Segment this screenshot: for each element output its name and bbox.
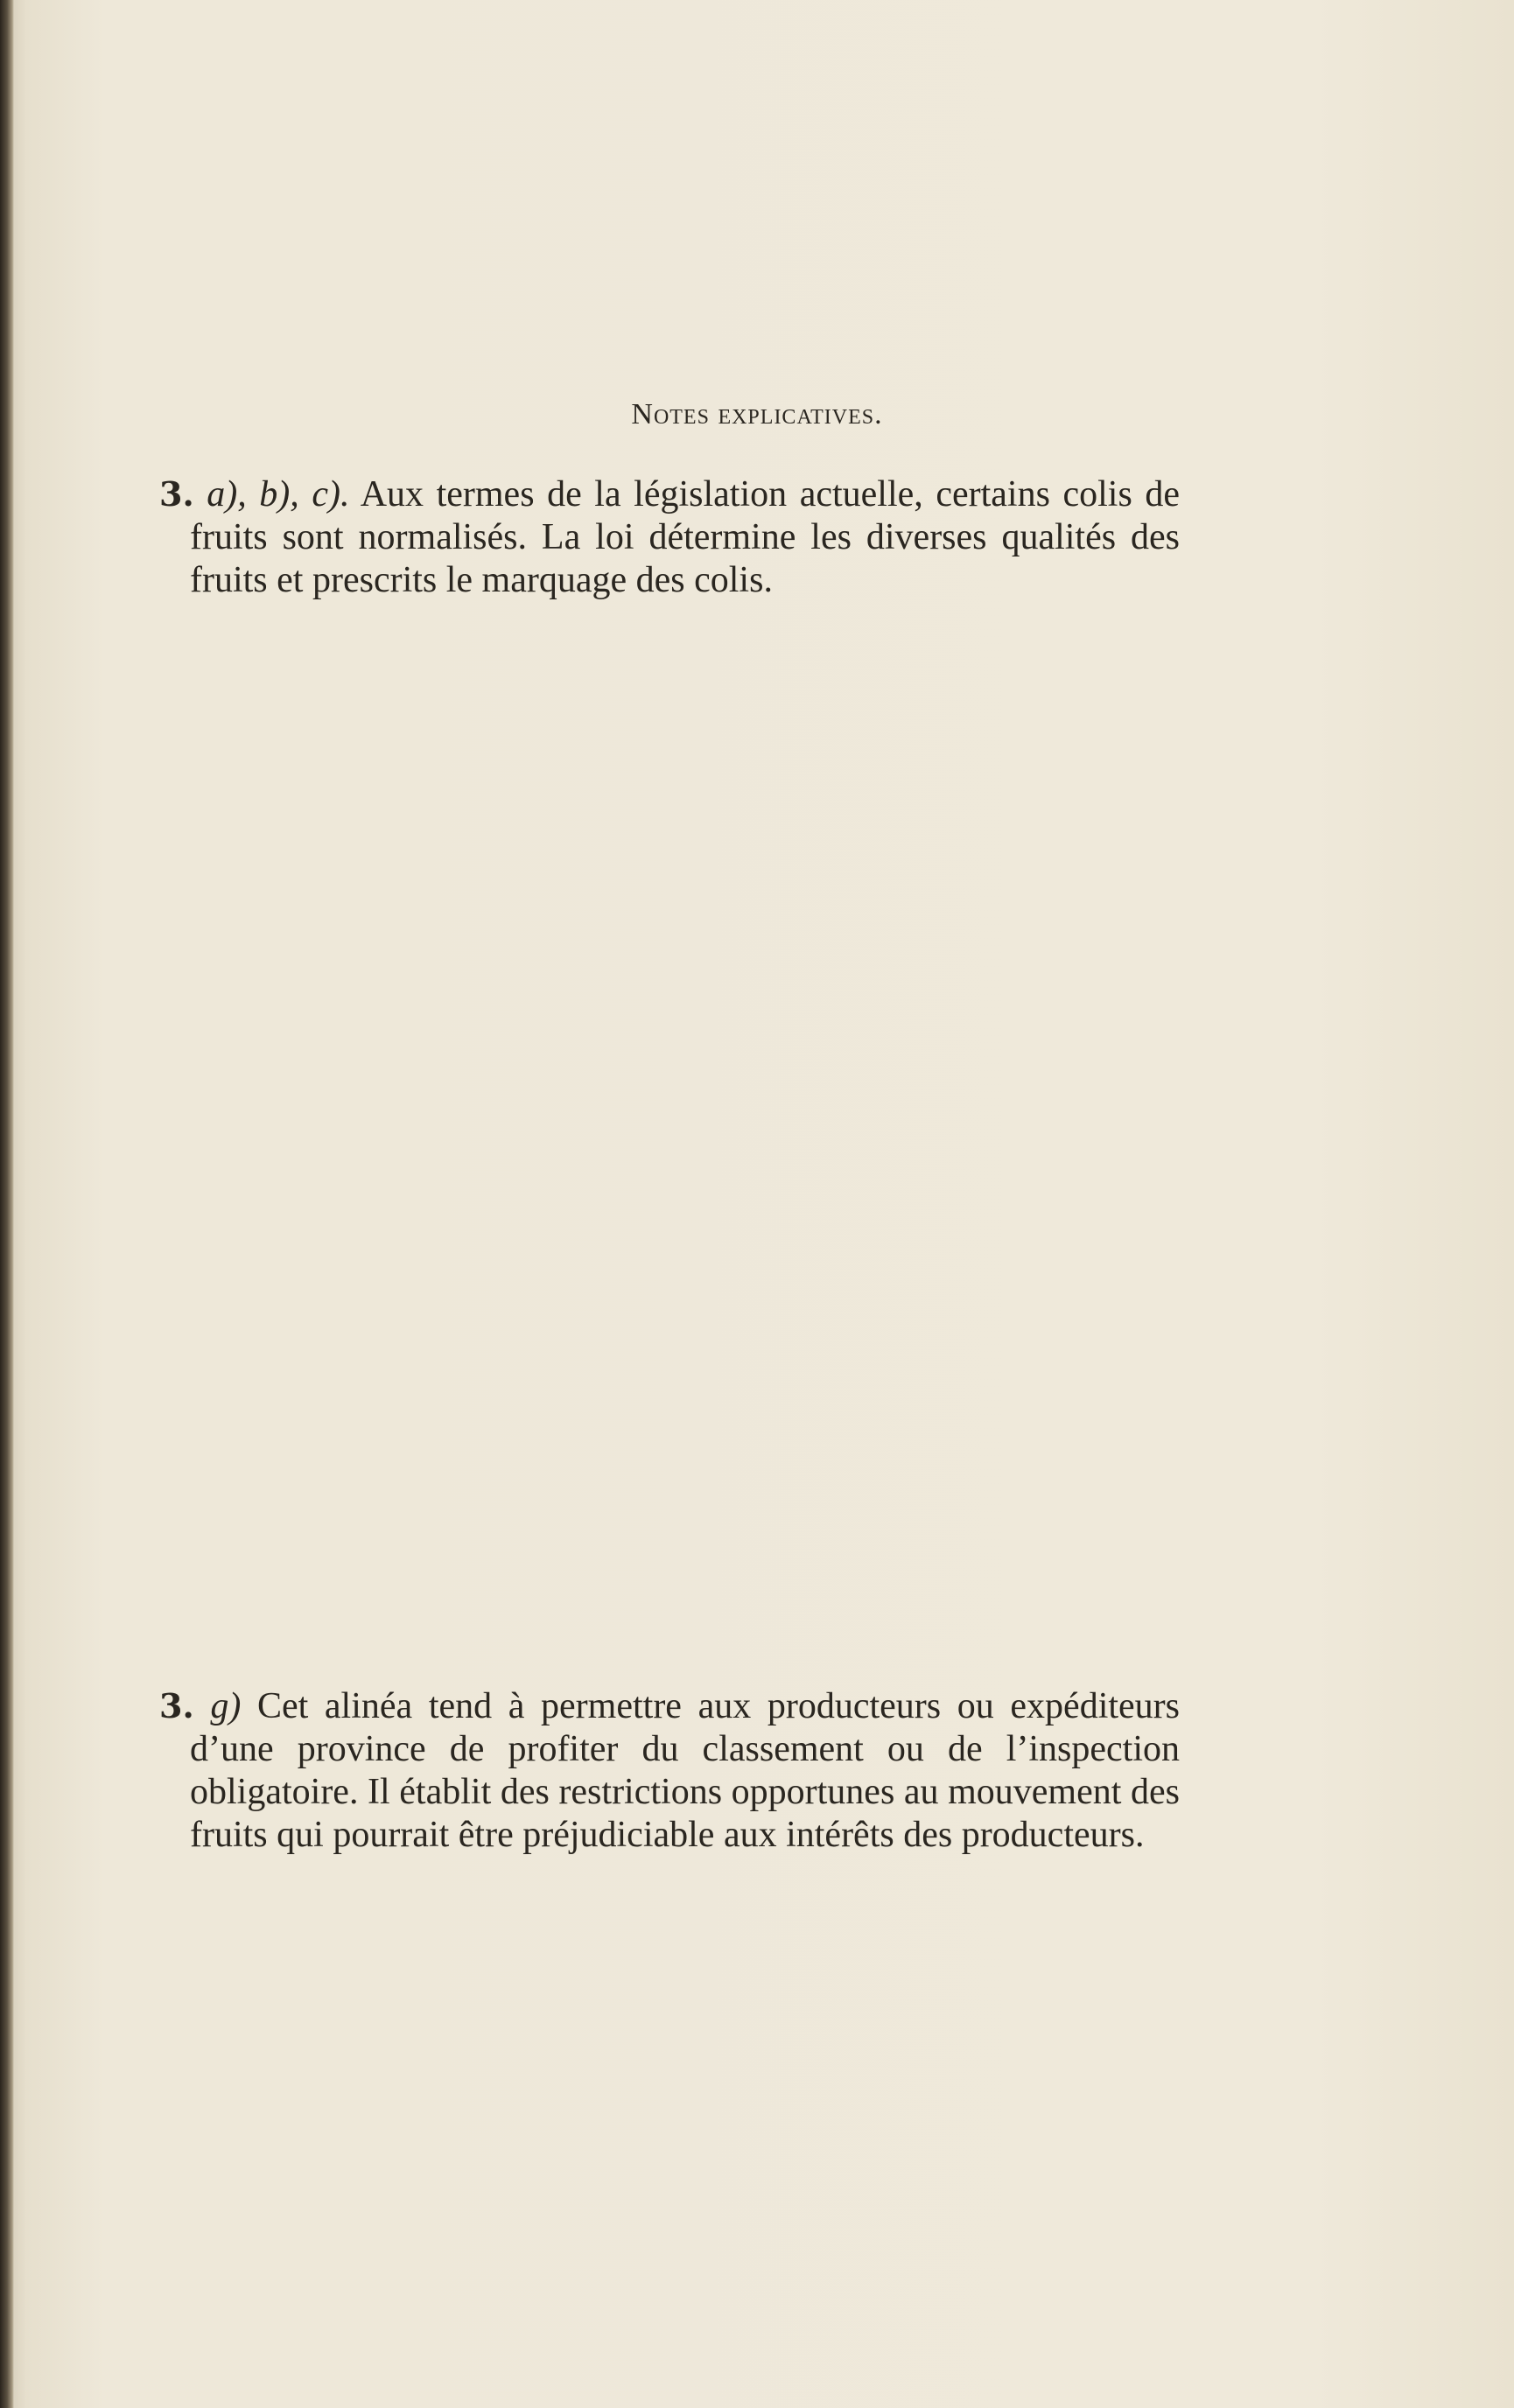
explanatory-note — [159, 472, 1180, 602]
page-title: Notes explicatives. — [631, 398, 883, 430]
explanatory-note — [159, 1684, 1180, 1857]
note-number: 3. — [159, 1686, 194, 1726]
note-number: 3. — [159, 474, 194, 514]
note-reference: g) — [210, 1686, 242, 1726]
note-reference: a), b), c). — [207, 474, 350, 514]
note-paragraph — [159, 1684, 1180, 1857]
note-text: Aux termes de la législation actuelle, certains colis de fruits sont normalisés. La loi détermine les diverses qualités des fruits et prescrits le marquage des colis. — [190, 474, 1181, 600]
note-paragraph — [159, 472, 1180, 602]
binding-edge — [0, 0, 14, 2408]
note-text: Cet alinéa tend à permettre aux producteurs ou expéditeurs d’une province de profiter du classement ou de l’inspection obligatoire. Il établit des restrictions opportunes au mouvement des fruits qui pourrait être préjudiciable aux intérêts des producteurs. — [190, 1686, 1181, 1855]
